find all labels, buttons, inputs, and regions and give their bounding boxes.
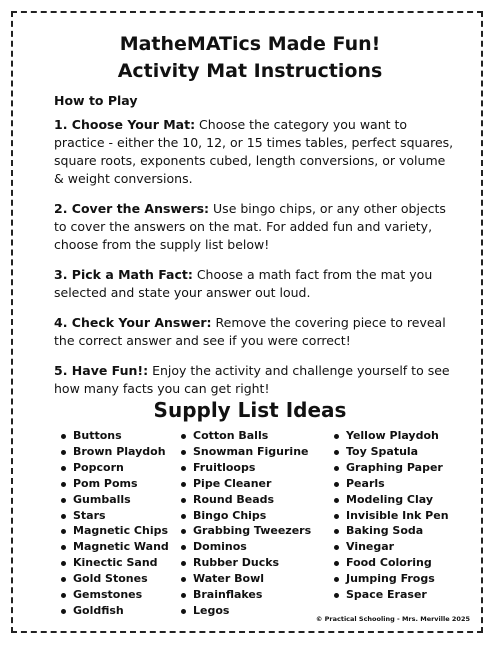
supply-item: Water Bowl — [180, 571, 311, 587]
step-3 — [54, 266, 454, 302]
supply-item: Gumballs — [60, 492, 169, 508]
supply-item: Buttons — [60, 428, 169, 444]
supply-item: Magnetic Chips — [60, 523, 169, 539]
copyright-notice: © Practical Schooling - Mrs. Merville 2025 — [315, 615, 470, 623]
step-text: Choose a math fact from the mat you selected and state your answer out loud. — [54, 267, 433, 300]
supply-item: Grabbing Tweezers — [180, 523, 311, 539]
supply-item: Modeling Clay — [333, 492, 449, 508]
supply-item: Cotton Balls — [180, 428, 311, 444]
supply-item: Pearls — [333, 476, 449, 492]
instruction-steps — [54, 116, 454, 410]
title-line-2: Activity Mat Instructions — [117, 60, 383, 82]
supply-item: Snowman Figurine — [180, 444, 311, 460]
supply-item: Toy Spatula — [333, 444, 449, 460]
step-text: Remove the covering piece to reveal the correct answer and see if you were correct! — [54, 315, 446, 348]
supply-list-title: Supply List Ideas — [153, 398, 347, 422]
supply-item: Jumping Frogs — [333, 571, 449, 587]
step-5 — [54, 362, 454, 398]
supply-item: Brainflakes — [180, 587, 311, 603]
supply-column-3 — [333, 428, 449, 603]
supply-item: Baking Soda — [333, 523, 449, 539]
supply-column-1 — [60, 428, 169, 619]
supply-item: Rubber Ducks — [180, 555, 311, 571]
supply-item: Dominos — [180, 539, 311, 555]
supply-item: Yellow Playdoh — [333, 428, 449, 444]
supply-item: Food Coloring — [333, 555, 449, 571]
supply-item: Magnetic Wand — [60, 539, 169, 555]
step-2 — [54, 200, 454, 254]
step-text: Use bingo chips, or any other objects to cover the answers on the mat. For added fun and variety, choose from the supply list below! — [54, 201, 446, 252]
how-to-play-heading: How to Play — [54, 93, 138, 108]
supply-item: Round Beads — [180, 492, 311, 508]
supply-item: Fruitloops — [180, 460, 311, 476]
step-heading: 5. Have Fun!: — [54, 363, 149, 378]
step-text: Enjoy the activity and challenge yourself to see how many facts you can get right! — [54, 363, 450, 396]
supply-item: Legos — [180, 603, 311, 619]
step-1 — [54, 116, 454, 188]
title-line-1: MatheMATics Made Fun! — [119, 33, 381, 55]
supply-item: Brown Playdoh — [60, 444, 169, 460]
step-4 — [54, 314, 454, 350]
supply-item: Goldfish — [60, 603, 169, 619]
supply-item: Invisible Ink Pen — [333, 508, 449, 524]
supply-item: Graphing Paper — [333, 460, 449, 476]
supply-item: Vinegar — [333, 539, 449, 555]
supply-item: Popcorn — [60, 460, 169, 476]
step-heading: 1. Choose Your Mat: — [54, 117, 196, 132]
supply-item: Bingo Chips — [180, 508, 311, 524]
supply-item: Pipe Cleaner — [180, 476, 311, 492]
step-heading: 3. Pick a Math Fact: — [54, 267, 193, 282]
step-text: Choose the category you want to practice - either the 10, 12, or 15 times tables, perfect squares, square roots, exponents cubed, length conversions, or volume & weight conversions. — [54, 117, 454, 186]
supply-item: Gemstones — [60, 587, 169, 603]
supply-item: Pom Poms — [60, 476, 169, 492]
supply-item: Space Eraser — [333, 587, 449, 603]
supply-item: Gold Stones — [60, 571, 169, 587]
supply-item: Kinectic Sand — [60, 555, 169, 571]
supply-column-2 — [180, 428, 311, 619]
step-heading: 2. Cover the Answers: — [54, 201, 210, 216]
supply-item: Stars — [60, 508, 169, 524]
step-heading: 4. Check Your Answer: — [54, 315, 212, 330]
